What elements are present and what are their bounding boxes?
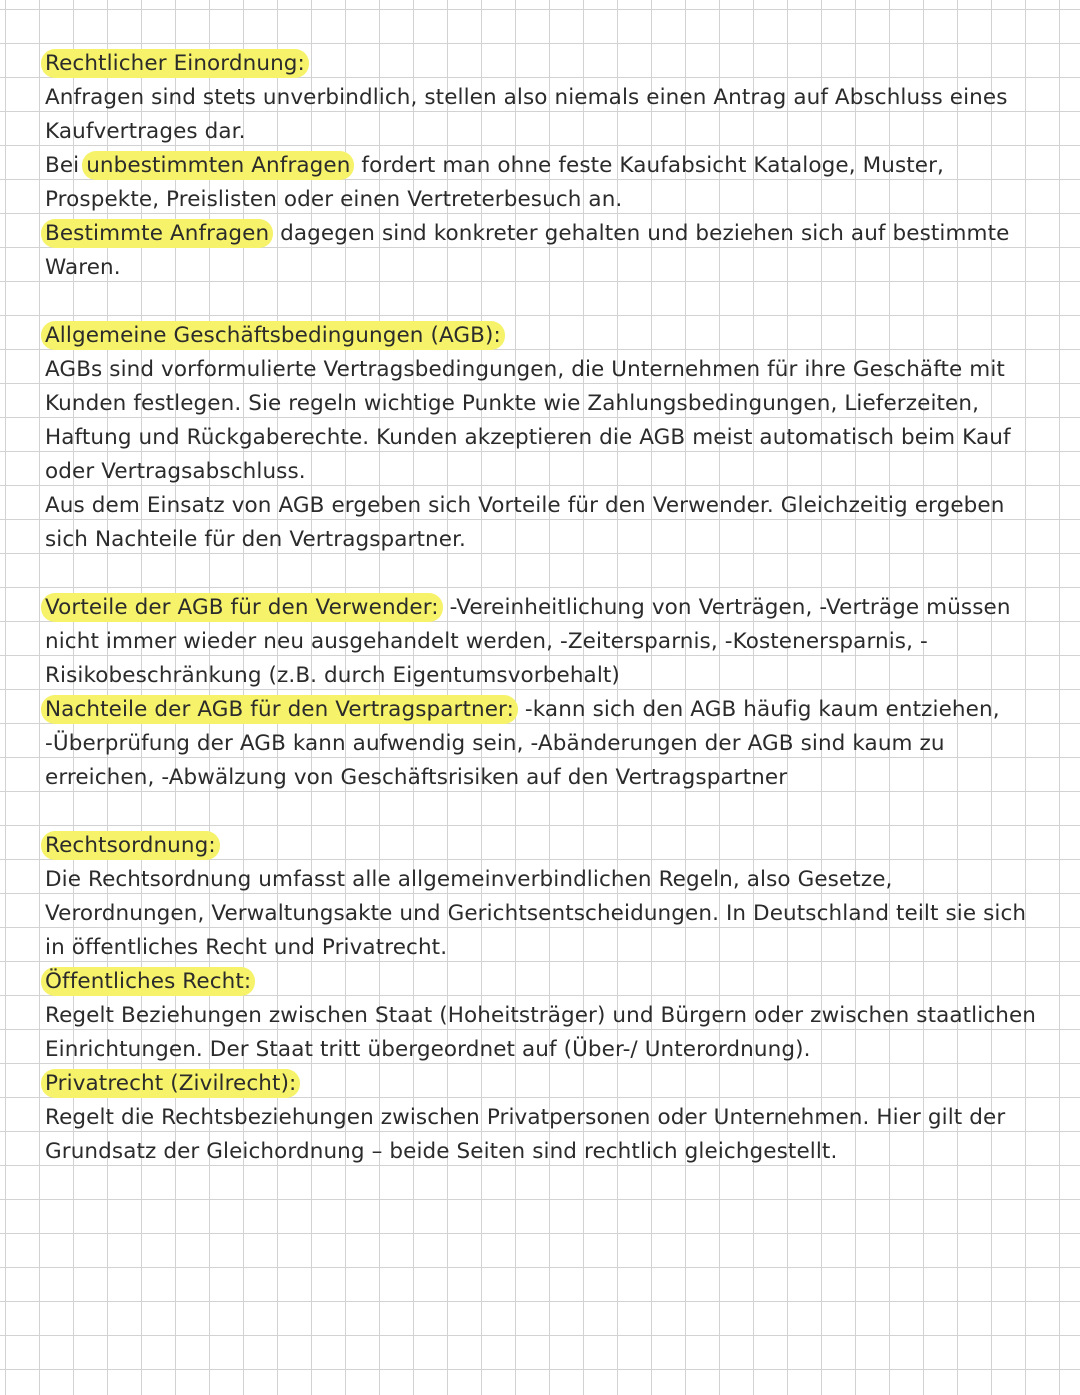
highlight-term: Bestimmte Anfragen	[41, 219, 273, 248]
highlight-heading: Rechtsordnung:	[41, 831, 220, 860]
highlight-heading: Privatrecht (Zivilrecht):	[41, 1069, 300, 1098]
paragraph-rechtsordnung: Die Rechtsordnung umfasst alle allgemeinverbindlichen Regeln, also Gesetze, Verordnungen, Verwaltungsakte und Gerichtsentscheidungen. In Deutschland teilt sie sich in öffentliches Recht und Privatrecht.	[45, 867, 1027, 960]
vorteile-list-text: -Vereinheitlichung von Verträgen, -Verträge müssen nicht immer wieder neu ausgehandelt werden, -Zeitersparnis, -Kostenersparnis, -Risikobeschränkung (z.B. durch Eigentumsvorbehalt)	[45, 595, 1011, 688]
spacer	[45, 557, 1045, 591]
paragraph-nachteile	[45, 693, 1045, 795]
paragraph-privatrecht: Regelt die Rechtsbeziehungen zwischen Privatpersonen oder Unternehmen. Hier gilt der Grundsatz der Gleichordnung – beide Seiten sind rechtlich gleichgestellt.	[45, 1105, 1006, 1164]
highlight-heading: Öffentliches Recht:	[41, 967, 255, 996]
highlight-heading: Vorteile der AGB für den Verwender:	[41, 593, 443, 622]
section-heading-agb	[45, 319, 1045, 353]
text-prefix: Bei	[45, 153, 80, 178]
section-heading-oeffentliches-recht	[45, 965, 1045, 999]
paragraph-unbestimmte-anfragen	[45, 149, 1045, 217]
text-suffix: fordert man ohne feste Kaufabsicht Kataloge, Muster, Prospekte, Preislisten oder einen Vertreterbesuch an.	[45, 153, 944, 212]
paragraph-agb-einsatz: Aus dem Einsatz von AGB ergeben sich Vorteile für den Verwender. Gleichzeitig ergeben sich Nachteile für den Vertragspartner.	[45, 493, 1005, 552]
highlight-term: unbestimmten Anfragen	[82, 151, 354, 180]
section-heading-rechtliche-einordnung	[45, 47, 1045, 81]
text-suffix: dagegen sind konkreter gehalten und beziehen sich auf bestimmte Waren.	[45, 221, 1010, 280]
spacer	[45, 795, 1045, 829]
paragraph-bestimmte-anfragen	[45, 217, 1045, 285]
paragraph-oeffentliches-recht: Regelt Beziehungen zwischen Staat (Hoheitsträger) und Bürgern oder zwischen staatlichen Einrichtungen. Der Staat tritt übergeordnet auf (Über-/ Unterordnung).	[45, 1003, 1037, 1062]
section-heading-privatrecht	[45, 1067, 1045, 1101]
nachteile-list-text: -kann sich den AGB häufig kaum entziehen, -Überprüfung der AGB kann aufwendig sein, -Abänderungen der AGB sind kaum zu erreichen, -Abwälzung von Geschäftsrisiken auf den Vertragspartner	[45, 697, 1000, 790]
paragraph-agb-definition: AGBs sind vorformulierte Vertragsbedingungen, die Unternehmen für ihre Geschäfte mit Kunden festlegen. Sie regeln wichtige Punkte wie Zahlungsbedingungen, Lieferzeiten, Haftung und Rückgaberechte. Kunden akzeptieren die AGB meist automatisch beim Kauf oder Vertragsabschluss.	[45, 357, 1011, 484]
notebook-page	[45, 47, 1045, 1169]
paragraph-anfragen: Anfragen sind stets unverbindlich, stellen also niemals einen Antrag auf Abschluss eines Kaufvertrages dar.	[45, 85, 1008, 144]
paragraph-vorteile	[45, 591, 1045, 693]
highlight-heading: Rechtlicher Einordnung:	[41, 49, 309, 78]
highlight-heading: Nachteile der AGB für den Vertragspartner:	[41, 695, 518, 724]
section-heading-rechtsordnung	[45, 829, 1045, 863]
spacer	[45, 285, 1045, 319]
highlight-heading: Allgemeine Geschäftsbedingungen (AGB):	[41, 321, 505, 350]
